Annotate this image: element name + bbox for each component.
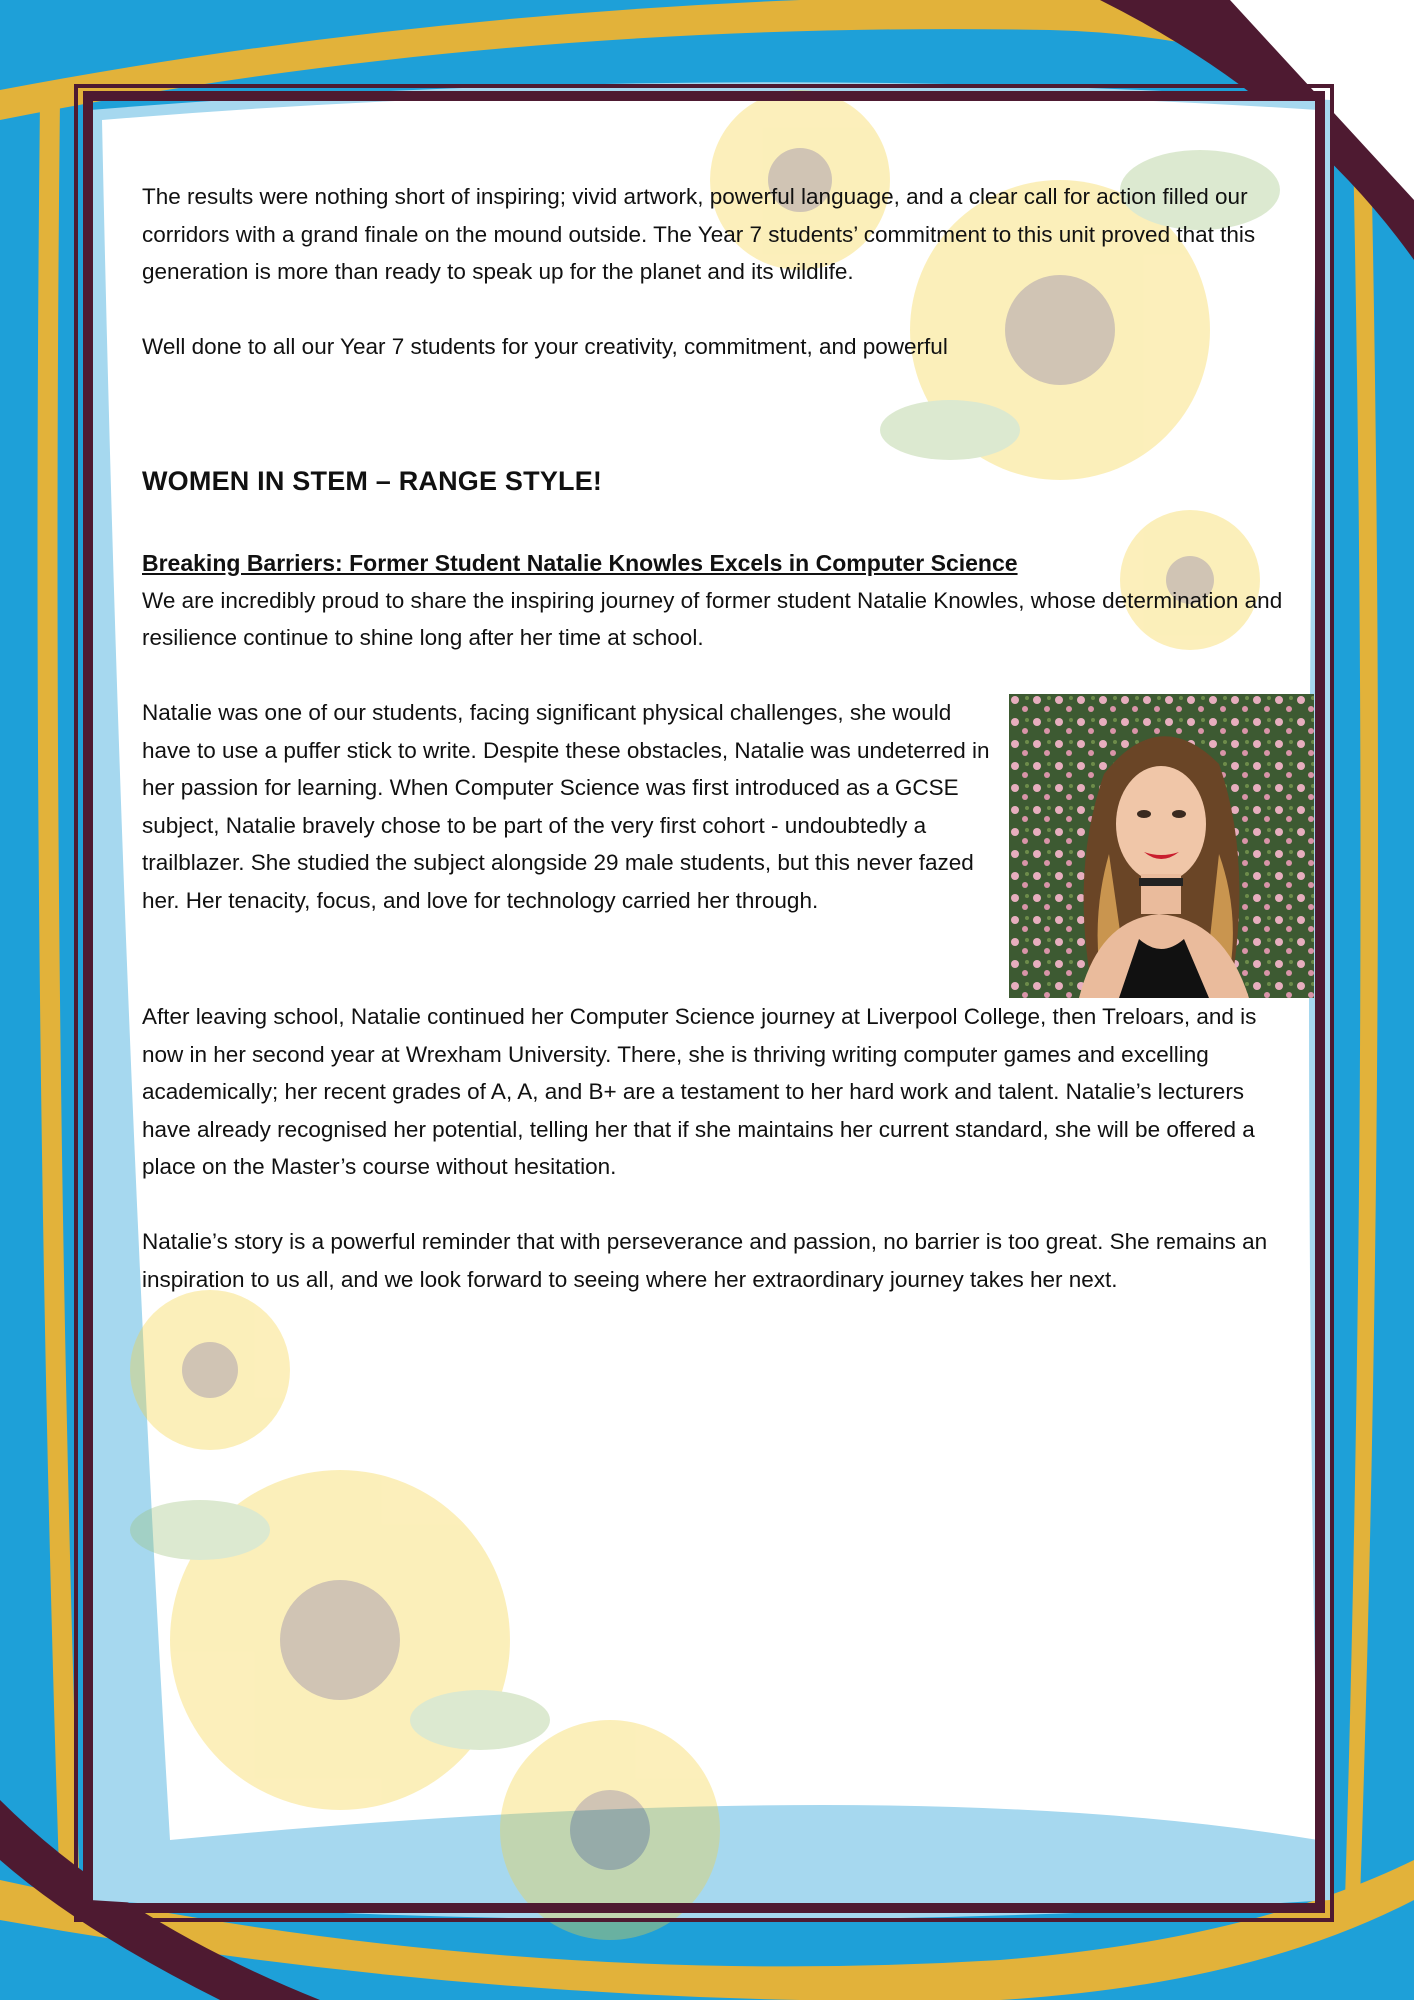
- article-subheading: Breaking Barriers: Former Student Natalie Knowles Excels in Computer Science: [142, 549, 1018, 576]
- article-paragraph: After leaving school, Natalie continued her Computer Science journey at Liverpool College, then Treloars, and is now in her second year at Wrexham University. There, she is thriving writing computer games and excelling academically; her recent grades of A, A, and B+ are a testament to her hard work and talent. Natalie’s lecturers have already recognised her potential, telling her that if she maintains her current standard, she will be offered a place on the Master’s course without hesitation.: [142, 1004, 1257, 1179]
- intro-paragraph: The results were nothing short of inspiring; vivid artwork, powerful language, and a clear call for action filled our corridors with a grand finale on the mound outside. The Year 7 students’ commitment to this unit proved that this generation is more than ready to speak up for the planet and its wildlife.: [142, 184, 1256, 284]
- student-photo: [1009, 694, 1314, 998]
- article-paragraph: We are incredibly proud to share the inspiring journey of former student Natalie Knowles, whose determination and resilience continue to shine long after her time at school.: [142, 587, 1283, 650]
- section-heading: WOMEN IN STEM – RANGE STYLE!: [142, 465, 603, 496]
- portrait-image: [1009, 694, 1314, 998]
- closing-paragraph: Well done to all our Year 7 students for your creativity, commitment, and powerful: [142, 334, 948, 359]
- article-content: [142, 178, 1288, 1336]
- article-paragraph: Natalie was one of our students, facing significant physical challenges, she would have to use a puffer stick to write. Despite these obstacles, Natalie was undeterred in her passion for learning. When Computer Science was first introduced as a GCSE subject, Natalie bravely chose to be part of the very first cohort - undoubtedly a trailblazer. She studied the subject alongside 29 male students, but this never fazed her. Her tenacity, focus, and love for technology carried her through.: [142, 700, 990, 913]
- article-paragraph: Natalie’s story is a powerful reminder that with perseverance and passion, no barrier is too great. She remains an inspiration to us all, and we look forward to seeing where her extraordinary journey takes her next.: [142, 1229, 1268, 1292]
